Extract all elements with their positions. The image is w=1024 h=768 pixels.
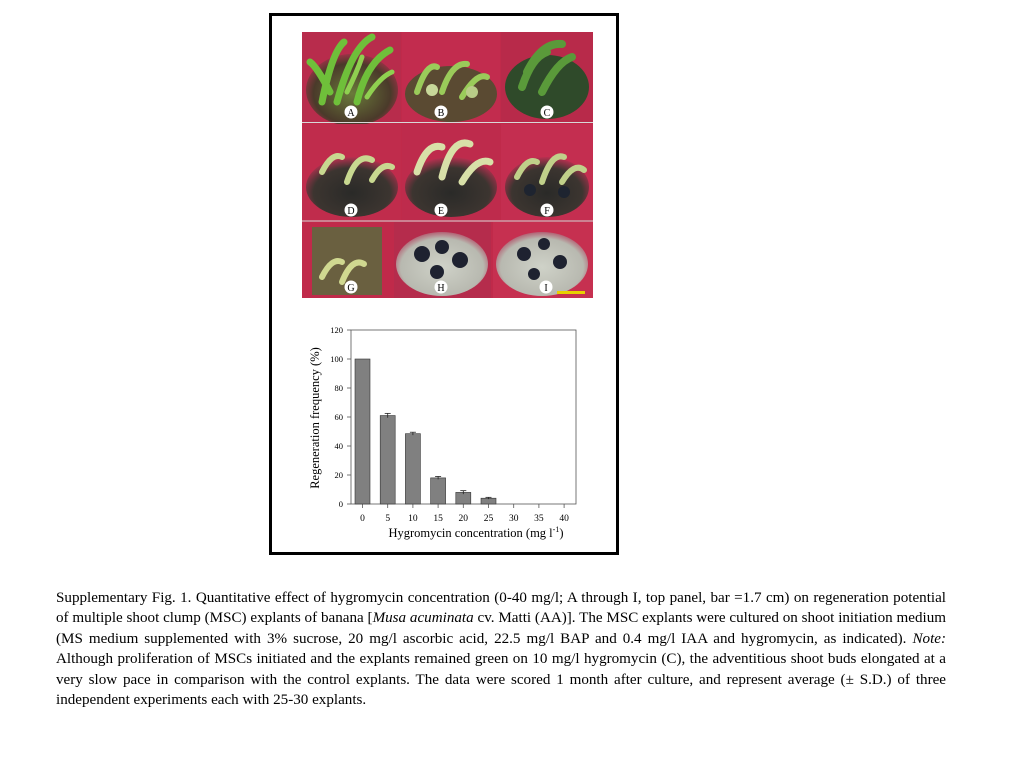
y-tick-label: 80 <box>334 383 343 393</box>
x-axis-label: Hygromycin concentration (mg $l^{-1}$) <box>388 525 564 540</box>
photo-grid <box>302 32 593 298</box>
note-label: Note: <box>912 630 946 647</box>
svg-text:A: A <box>347 108 355 119</box>
y-tick-label: 0 <box>338 499 343 509</box>
x-tick-label: 35 <box>534 514 544 524</box>
svg-text:G: G <box>347 283 355 294</box>
svg-text:B: B <box>437 108 445 119</box>
y-tick-label: 20 <box>334 470 343 480</box>
caption-paragraph: Supplementary Fig. 1. Quantitative effect of hygromycin concentration (0-40 mg/l; A through I, top panel, bar =1.7 cm) on regeneration potential of multiple shoot clump (MSC) explants of banana [Musa acuminata cv. Matti (AA)]. The MSC explants were cultured on shoot initiation medium (MS medium supplemented with 3% sucrose, 20 mg/l ascorbic acid, 22.5 mg/l BAP and 0.4 mg/l IAA and hygromycin, as indicated). Note: Although proliferation of MSCs initiated and the explants remained green on 10 mg/l hygromycin (C), the adventitious shoot buds elongated at a very slow pace in comparison with the control explants. The data were scored 1 month after culture, and represent average (± S.D.) of three independent experiments each with 25-30 explants. <box>56 590 946 709</box>
panel-b-photo <box>402 32 500 122</box>
panel-e-photo <box>402 124 500 220</box>
bar <box>431 478 446 504</box>
x-tick-label: 20 <box>458 514 469 524</box>
species-name: Musa acuminata <box>372 610 474 627</box>
scale-bar <box>557 291 585 294</box>
svg-text:E: E <box>437 206 445 217</box>
y-tick-label: 120 <box>330 325 343 335</box>
svg-text:H: H <box>437 283 445 294</box>
y-axis-label: Regeneration frequency (%) <box>308 347 322 489</box>
bar <box>380 416 395 504</box>
svg-text:I: I <box>544 283 548 294</box>
bar-chart <box>300 322 590 547</box>
bar <box>355 359 370 504</box>
y-tick-label: 60 <box>334 412 343 422</box>
bar <box>405 434 420 504</box>
x-tick-label: 0 <box>360 514 365 524</box>
svg-text:C: C <box>543 108 551 119</box>
x-tick-label: 30 <box>508 514 519 524</box>
svg-text:D: D <box>347 206 355 217</box>
svg-text:F: F <box>544 206 550 217</box>
x-tick-label: 5 <box>385 514 391 524</box>
figure-caption <box>56 588 946 710</box>
y-tick-label: 40 <box>334 441 343 451</box>
y-tick-label: 100 <box>330 354 343 364</box>
x-tick-label: 40 <box>559 514 569 524</box>
x-tick-label: 25 <box>483 514 494 524</box>
x-tick-label: 15 <box>433 514 443 524</box>
x-tick-label: 10 <box>408 514 418 524</box>
